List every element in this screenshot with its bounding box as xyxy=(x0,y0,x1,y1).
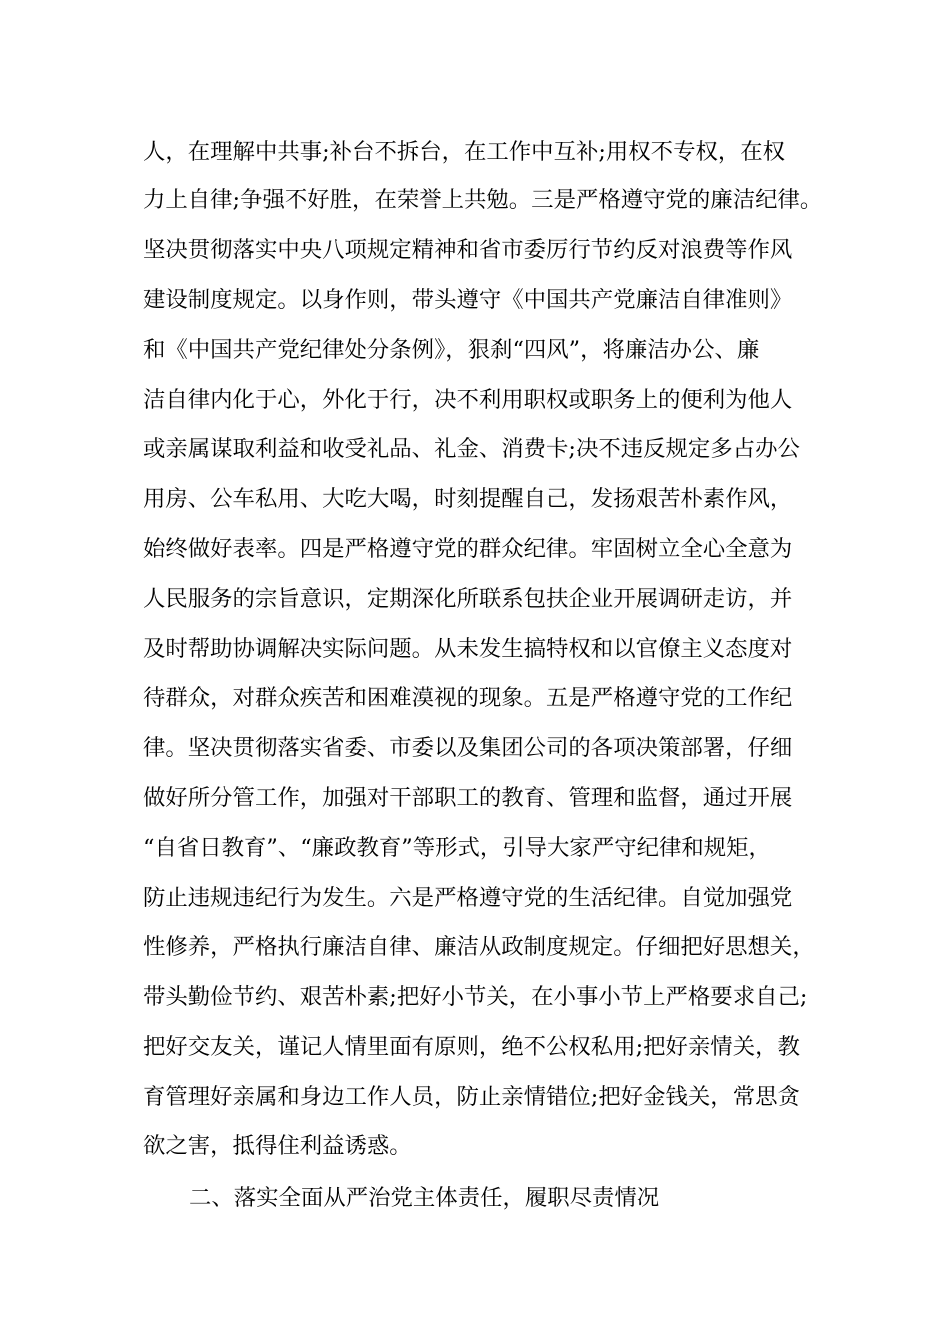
paragraph-line: 防止违规违纪行为发生。六是严格遵守党的生活纪律。自觉加强党 xyxy=(143,885,793,911)
paragraph-line: 坚决贯彻落实中央八项规定精神和省市委厉行节约反对浪费等作风 xyxy=(143,237,793,263)
paragraph-line: 律。坚决贯彻落实省委、市委以及集团公司的各项决策部署，仔细 xyxy=(143,735,793,761)
paragraph-line: 欲之害，抵得住利益诱惑。 xyxy=(143,1133,412,1159)
paragraph-line: 人，在理解中共事;补台不拆台，在工作中互补;用权不专权，在权 xyxy=(143,139,786,165)
paragraph-line: 做好所分管工作，加强对干部职工的教育、管理和监督，通过开展 xyxy=(143,785,793,811)
paragraph-line: 或亲属谋取利益和收受礼品、礼金、消费卡;决不违反规定多占办公 xyxy=(143,436,800,462)
paragraph-line: 力上自律;争强不好胜，在荣誉上共勉。三是严格遵守党的廉洁纪律。 xyxy=(143,187,823,213)
paragraph-line: 带头勤俭节约、艰苦朴素;把好小节关，在小事小节上严格要求自己; xyxy=(143,984,808,1010)
paragraph-line: 育管理好亲属和身边工作人员，防止亲情错位;把好金钱关，常思贪 xyxy=(143,1084,800,1110)
paragraph-line: 和《中国共产党纪律处分条例》，狠刹“四风”，将廉洁办公、廉 xyxy=(143,337,760,363)
paragraph-line: 性修养，严格执行廉洁自律、廉洁从政制度规定。仔细把好思想关， xyxy=(143,934,815,960)
paragraph-line: 始终做好表率。四是严格遵守党的群众纪律。牢固树立全心全意为 xyxy=(143,536,793,562)
paragraph-line: 把好交友关，谨记人情里面有原则，绝不公权私用;把好亲情关，教 xyxy=(143,1034,800,1060)
paragraph-line: 待群众，对群众疾苦和困难漠视的现象。五是严格遵守党的工作纪 xyxy=(143,685,793,711)
section-heading: 二、落实全面从严治党主体责任，履职尽责情况 xyxy=(189,1185,660,1211)
paragraph-line: “自省日教育”、“廉政教育”等形式，引导大家严守纪律和规矩， xyxy=(143,835,771,861)
paragraph-line: 洁自律内化于心，外化于行，决不利用职权或职务上的便利为他人 xyxy=(143,387,793,413)
paragraph-line: 及时帮助协调解决实际问题。从未发生搞特权和以官僚主义态度对 xyxy=(143,636,793,662)
paragraph-line: 建设制度规定。以身作则，带头遵守《中国共产党廉洁自律准则》 xyxy=(143,287,793,313)
paragraph-line: 人民服务的宗旨意识，定期深化所联系包扶企业开展调研走访，并 xyxy=(143,586,793,612)
paragraph-line: 用房、公车私用、大吃大喝，时刻提醒自己，发扬艰苦朴素作风， xyxy=(143,486,793,512)
